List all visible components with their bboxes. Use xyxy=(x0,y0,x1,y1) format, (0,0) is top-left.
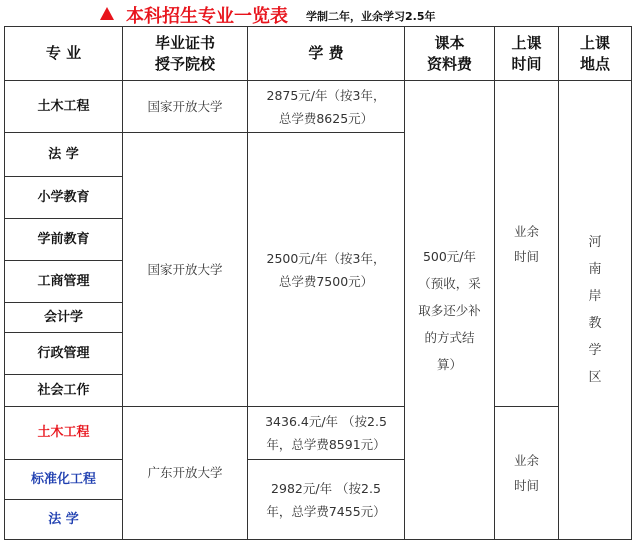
time-line: 业余 xyxy=(513,223,539,239)
fee-cell xyxy=(248,81,405,133)
fee-line1: 2982元/年 （按2.5 xyxy=(271,480,381,496)
triangle-icon xyxy=(100,7,114,20)
material-fee-cell xyxy=(405,81,495,540)
major-cell: 小学教育 xyxy=(5,177,123,219)
header-material-line2: 资料费 xyxy=(426,54,472,73)
page-title: 本科招生专业一览表 xyxy=(126,6,288,27)
header-school-line1: 毕业证书 xyxy=(154,33,215,52)
major-cell: 会计学 xyxy=(5,303,123,333)
school-cell: 广东开放大学 xyxy=(123,407,248,540)
material-line: 算） xyxy=(436,356,462,372)
header-fee: 学 费 xyxy=(248,27,405,81)
header-material xyxy=(405,27,495,81)
major-cell: 法 学 xyxy=(5,500,123,540)
major-cell: 土木工程 xyxy=(5,407,123,460)
time-line: 业余 xyxy=(513,453,539,468)
header-row xyxy=(5,27,632,81)
table-row xyxy=(5,81,632,133)
material-line: 500元/年 xyxy=(422,248,477,264)
header-time-line2: 时间 xyxy=(511,54,542,73)
header-major: 专 业 xyxy=(5,27,123,81)
major-cell: 社会工作 xyxy=(5,375,123,407)
header-place-line1: 上课 xyxy=(579,33,610,52)
majors-table xyxy=(4,26,632,540)
major-cell: 学前教育 xyxy=(5,219,123,261)
fee-cell xyxy=(248,133,405,407)
material-line: 取多还少补 xyxy=(418,302,481,318)
header-place xyxy=(559,27,632,81)
fee-cell xyxy=(248,407,405,460)
header-place-line2: 地点 xyxy=(579,54,610,73)
table-row xyxy=(5,407,632,460)
material-line: （预收，采 xyxy=(418,275,481,291)
time-line: 时间 xyxy=(513,248,539,264)
page-subtitle: 学制二年，业余学习2.5年 xyxy=(306,10,436,23)
fee-line2: 年，总学费8591元） xyxy=(266,437,386,452)
fee-line1: 2500元/年（按3年， xyxy=(266,250,386,266)
major-cell: 行政管理 xyxy=(5,333,123,375)
header-school-line2: 授予院校 xyxy=(154,54,215,73)
place-text: 河南岸教学区 xyxy=(588,235,602,385)
fee-cell xyxy=(248,460,405,540)
class-time-cell xyxy=(495,407,559,540)
fee-line2: 年，总学费7455元） xyxy=(266,503,386,519)
material-line: 的方式结 xyxy=(424,329,475,345)
fee-line1: 3436.4元/年 （按2.5 xyxy=(265,414,387,429)
header-material-line1: 课本 xyxy=(434,33,465,52)
school-cell: 国家开放大学 xyxy=(123,81,248,133)
major-cell: 工商管理 xyxy=(5,261,123,303)
fee-line2: 总学费8625元） xyxy=(278,110,374,126)
fee-line2: 总学费7500元） xyxy=(278,273,374,289)
fee-line1: 2875元/年（按3年， xyxy=(266,87,386,103)
header-time xyxy=(495,27,559,81)
school-cell: 国家开放大学 xyxy=(123,133,248,407)
class-time-cell xyxy=(495,81,559,407)
header-school xyxy=(123,27,248,81)
major-cell: 土木工程 xyxy=(5,81,123,133)
class-place-cell xyxy=(559,81,632,540)
major-cell: 标准化工程 xyxy=(5,460,123,500)
header-time-line1: 上课 xyxy=(511,33,542,52)
time-line: 时间 xyxy=(513,478,539,493)
title-bar xyxy=(0,0,634,28)
major-cell: 法 学 xyxy=(5,133,123,177)
